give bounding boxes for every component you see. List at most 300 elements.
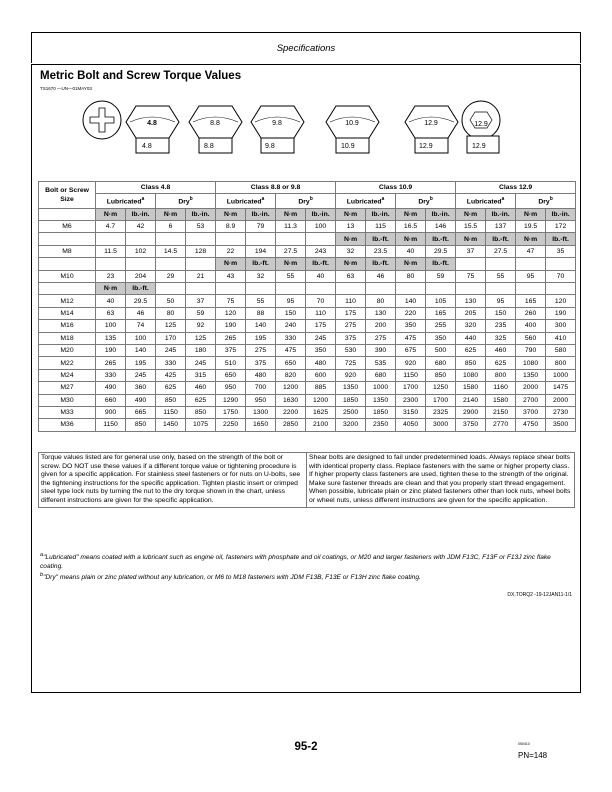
- torque-value: 1700: [396, 382, 426, 394]
- torque-value: 1700: [426, 394, 456, 406]
- general-use-note: Torque values listed are for general use only, based on the strength of the bolt or screw. DO NOT use these values if a different torque value or tightening procedure is given for a specific application. For stainless steel fasteners or for nuts on U-bolts, see the tightening instructions for the specific application. Tighten plastic insert or crimped steel type lock nuts by turning the nut to the dry torque shown in the chart, unless different instructions are given for the specific application.: [39, 453, 307, 508]
- table-row: [39, 332, 576, 344]
- torque-value: 2500: [336, 406, 366, 418]
- torque-value: 1150: [96, 419, 126, 431]
- torque-value: 400: [516, 320, 546, 332]
- torque-value: 660: [96, 394, 126, 406]
- bolt-head-label-3: 9.8: [272, 120, 282, 127]
- phillips-screw-icon: [83, 101, 121, 139]
- bolt-size: M6: [39, 221, 96, 233]
- torque-value: 320: [456, 320, 486, 332]
- unit-empty: [246, 283, 276, 295]
- torque-value: 146: [426, 221, 456, 233]
- torque-value: 95: [516, 270, 546, 282]
- footnote-a: [40, 551, 570, 571]
- class-header: Class 8.8 or 9.8: [216, 182, 336, 194]
- unit-label: lb.-in.: [126, 208, 156, 220]
- section-title: Metric Bolt and Screw Torque Values: [40, 70, 242, 82]
- torque-value: 315: [186, 369, 216, 381]
- unit-label: lb.-ft.: [366, 233, 396, 245]
- torque-value: 255: [426, 320, 456, 332]
- torque-value: 475: [276, 344, 306, 356]
- shear-bolt-note: Shear bolts are designed to fail under predetermined loads. Always replace shear bolts with identical property class. Replace fasteners with the same or higher property class. If higher property class fasteners are used, tighten these to the strength of the original. Make sure fastener threads are clean and that you properly start thread engagement. When possible, lubricate plain or zinc plated fasteners other than lock nuts, wheel bolts or wheel nuts, unless different instructions are given for the specific application.: [307, 453, 575, 508]
- torque-value: 21: [186, 270, 216, 282]
- unit-label: lb.-ft.: [426, 258, 456, 270]
- torque-value: 1850: [366, 406, 396, 418]
- torque-value: 1350: [366, 394, 396, 406]
- torque-value: 2770: [486, 419, 516, 431]
- torque-value: 55: [276, 270, 306, 282]
- torque-value: 47: [516, 245, 546, 257]
- torque-value: 1475: [546, 382, 576, 394]
- torque-value: 74: [126, 320, 156, 332]
- torque-value: 560: [516, 332, 546, 344]
- torque-value: 650: [276, 357, 306, 369]
- unit-empty: [366, 283, 396, 295]
- page-number: 95-2: [294, 741, 318, 753]
- bolt-size: M22: [39, 357, 96, 369]
- torque-value: 135: [96, 332, 126, 344]
- bolt-size: M27: [39, 382, 96, 394]
- unit-empty: [516, 283, 546, 295]
- unit-label: N·m: [216, 208, 246, 220]
- bolt-size: M30: [39, 394, 96, 406]
- torque-value: 15.5: [456, 221, 486, 233]
- unit-empty: [186, 258, 216, 270]
- dry-header: [396, 194, 456, 208]
- torque-value: 2250: [216, 419, 246, 431]
- torque-value: 4050: [396, 419, 426, 431]
- torque-value: 2700: [516, 394, 546, 406]
- torque-value: 920: [396, 357, 426, 369]
- bolt-head-label-4: 10.9: [345, 120, 359, 127]
- class-header: Class 12.9: [456, 182, 576, 194]
- torque-value: 850: [126, 419, 156, 431]
- torque-value: 175: [306, 320, 336, 332]
- torque-value: 425: [156, 369, 186, 381]
- unit-label: N·m: [276, 208, 306, 220]
- torque-value: 130: [366, 307, 396, 319]
- torque-value: 1625: [306, 406, 336, 418]
- unit-empty: [156, 258, 186, 270]
- torque-value: 55: [246, 295, 276, 307]
- torque-value: 2730: [546, 406, 576, 418]
- torque-value: 14.5: [156, 245, 186, 257]
- footer-code: 050410: [518, 742, 530, 746]
- bolt-size: M33: [39, 406, 96, 418]
- lubricated-header: [96, 194, 156, 208]
- unit-label: lb.-ft.: [306, 258, 336, 270]
- torque-value: 1580: [456, 382, 486, 394]
- torque-value: 265: [216, 332, 246, 344]
- torque-value: 125: [186, 332, 216, 344]
- torque-value: 75: [456, 270, 486, 282]
- lubricated-header-sup: a: [141, 196, 145, 203]
- torque-value: 240: [276, 320, 306, 332]
- bolt-head-label-6: 12.9: [474, 121, 488, 128]
- torque-value: 1200: [306, 394, 336, 406]
- torque-value: 330: [96, 369, 126, 381]
- unit-empty: [456, 258, 486, 270]
- torque-value: 170: [156, 332, 186, 344]
- torque-value: 1000: [546, 369, 576, 381]
- torque-value: 137: [486, 221, 516, 233]
- torque-value: 205: [456, 307, 486, 319]
- bolt-size: M16: [39, 320, 96, 332]
- torque-value: 3750: [456, 419, 486, 431]
- torque-value: 37: [456, 245, 486, 257]
- torque-value: 80: [366, 295, 396, 307]
- unit-row-spacer: [39, 208, 96, 220]
- unit-label: lb.-in.: [426, 208, 456, 220]
- torque-value: 790: [516, 344, 546, 356]
- torque-value: 440: [456, 332, 486, 344]
- lubricated-header-text: Lubricated: [466, 198, 502, 206]
- torque-value: 1650: [246, 419, 276, 431]
- bolt-tag-label-1: 4.8: [142, 143, 152, 150]
- unit-empty: [456, 283, 486, 295]
- unit-empty: [216, 233, 246, 245]
- unit-label: lb.-ft.: [486, 233, 516, 245]
- footnotes: [40, 551, 570, 583]
- torque-value: 110: [336, 295, 366, 307]
- torque-value: 460: [186, 382, 216, 394]
- unit-empty: [186, 233, 216, 245]
- torque-value: 110: [306, 307, 336, 319]
- table-row: [39, 369, 576, 381]
- torque-value: 650: [216, 369, 246, 381]
- unit-label: N·m: [96, 283, 126, 295]
- torque-value: 95: [276, 295, 306, 307]
- table-row: [39, 344, 576, 356]
- footnote-b-mark: b: [40, 572, 44, 578]
- torque-value: 59: [426, 270, 456, 282]
- unit-row-spacer: [39, 283, 96, 295]
- table-row: [39, 245, 576, 257]
- torque-value: 27.5: [486, 245, 516, 257]
- torque-value: 1150: [396, 369, 426, 381]
- torque-value: 260: [516, 307, 546, 319]
- torque-value: 43: [216, 270, 246, 282]
- torque-value: 850: [156, 394, 186, 406]
- bolt-tag-label-6: 12.9: [472, 143, 486, 150]
- lubricated-header: [336, 194, 396, 208]
- torque-value: 2000: [546, 394, 576, 406]
- torque-value: 1290: [216, 394, 246, 406]
- hex-bolt-4-8-icon: [126, 106, 179, 153]
- unit-empty: [426, 283, 456, 295]
- torque-value: 29: [156, 270, 186, 282]
- torque-value: 500: [426, 344, 456, 356]
- torque-value: 920: [336, 369, 366, 381]
- torque-value: 140: [126, 344, 156, 356]
- torque-value: 32: [336, 245, 366, 257]
- dry-header: [276, 194, 336, 208]
- torque-value: 13: [336, 221, 366, 233]
- torque-value: 243: [306, 245, 336, 257]
- dry-header-sup: b: [549, 196, 553, 203]
- torque-value: 40: [306, 270, 336, 282]
- torque-value: 850: [186, 406, 216, 418]
- unit-label: lb.-in.: [246, 208, 276, 220]
- unit-label: lb.-ft.: [366, 258, 396, 270]
- table-row: [39, 406, 576, 418]
- unit-label: lb.-in.: [546, 208, 576, 220]
- torque-value: 375: [336, 332, 366, 344]
- torque-value: 53: [186, 221, 216, 233]
- torque-value: 11.3: [276, 221, 306, 233]
- torque-value: 350: [426, 332, 456, 344]
- unit-label: lb.-ft.: [126, 283, 156, 295]
- torque-value: 80: [396, 270, 426, 282]
- torque-value: 490: [126, 394, 156, 406]
- unit-empty: [96, 233, 126, 245]
- dry-header-sup: b: [309, 196, 313, 203]
- unit-empty: [276, 233, 306, 245]
- table-row: [39, 221, 576, 233]
- torque-value: 1850: [336, 394, 366, 406]
- torque-value: 375: [246, 357, 276, 369]
- torque-value: 3000: [426, 419, 456, 431]
- unit-label: N·m: [456, 233, 486, 245]
- torque-value: 350: [306, 344, 336, 356]
- table-row: [39, 419, 576, 431]
- lubricated-header-sup: a: [381, 196, 385, 203]
- bolt-tag-label-5: 12.9: [419, 143, 433, 150]
- torque-value: 665: [126, 406, 156, 418]
- torque-value: 40: [396, 245, 426, 257]
- bolt-tag-label-3: 9.8: [265, 143, 275, 150]
- torque-value: 8.9: [216, 221, 246, 233]
- torque-value: 330: [276, 332, 306, 344]
- torque-value: 625: [186, 394, 216, 406]
- torque-value: 2150: [486, 406, 516, 418]
- torque-value: 37: [186, 295, 216, 307]
- torque-value: 350: [396, 320, 426, 332]
- torque-value: 235: [486, 320, 516, 332]
- torque-value: 59: [186, 307, 216, 319]
- torque-value: 195: [246, 332, 276, 344]
- unit-label: lb.-in.: [366, 208, 396, 220]
- table-row: [39, 307, 576, 319]
- torque-value: 1350: [336, 382, 366, 394]
- unit-empty: [126, 233, 156, 245]
- unit-label: N·m: [396, 208, 426, 220]
- torque-value: 1580: [486, 394, 516, 406]
- torque-value: 140: [396, 295, 426, 307]
- torque-value: 410: [546, 332, 576, 344]
- dry-header-sup: b: [429, 196, 433, 203]
- torque-value: 4.7: [96, 221, 126, 233]
- torque-value: 900: [96, 406, 126, 418]
- torque-value: 885: [306, 382, 336, 394]
- torque-value: 80: [156, 307, 186, 319]
- torque-value: 165: [426, 307, 456, 319]
- torque-value: 4750: [516, 419, 546, 431]
- torque-value: 125: [156, 320, 186, 332]
- lubricated-header-sup: a: [501, 196, 505, 203]
- torque-value: 6: [156, 221, 186, 233]
- unit-empty: [546, 258, 576, 270]
- torque-value: 50: [156, 295, 186, 307]
- torque-value: 46: [366, 270, 396, 282]
- torque-table-wrap: [38, 181, 575, 432]
- torque-value: 2900: [456, 406, 486, 418]
- torque-value: 29.5: [426, 245, 456, 257]
- torque-value: 180: [186, 344, 216, 356]
- torque-value: 1350: [516, 369, 546, 381]
- torque-value: 245: [306, 332, 336, 344]
- unit-label: N·m: [336, 233, 366, 245]
- unit-label: lb.-in.: [186, 208, 216, 220]
- torque-value: 1200: [276, 382, 306, 394]
- unit-empty: [486, 283, 516, 295]
- torque-value: 70: [546, 270, 576, 282]
- unit-label: N·m: [516, 208, 546, 220]
- bolt-size: M10: [39, 270, 96, 282]
- torque-value: 375: [216, 344, 246, 356]
- torque-value: 120: [546, 295, 576, 307]
- dry-header: [156, 194, 216, 208]
- torque-value: 75: [216, 295, 246, 307]
- torque-value: 150: [276, 307, 306, 319]
- table-row: [39, 357, 576, 369]
- torque-value: 190: [546, 307, 576, 319]
- torque-value: 275: [246, 344, 276, 356]
- torque-value: 480: [246, 369, 276, 381]
- lubricated-header-text: Lubricated: [346, 198, 382, 206]
- table-row: [39, 382, 576, 394]
- torque-value: 63: [96, 307, 126, 319]
- bolt-size: M12: [39, 295, 96, 307]
- torque-value: 92: [186, 320, 216, 332]
- torque-value: 600: [306, 369, 336, 381]
- torque-value: 275: [366, 332, 396, 344]
- unit-label: lb.-ft.: [426, 233, 456, 245]
- torque-value: 2140: [456, 394, 486, 406]
- class-header: Class 10.9: [336, 182, 456, 194]
- bolt-tag-label-4: 10.9: [341, 143, 355, 150]
- bolt-size: M14: [39, 307, 96, 319]
- torque-value: 22: [216, 245, 246, 257]
- torque-value: 3500: [546, 419, 576, 431]
- torque-value: 23: [96, 270, 126, 282]
- torque-value: 850: [456, 357, 486, 369]
- lubricated-header-sup: a: [261, 196, 265, 203]
- dry-header: [516, 194, 576, 208]
- footnote-b: [40, 571, 570, 583]
- dry-header-sup: b: [189, 196, 193, 203]
- table-row: [39, 295, 576, 307]
- bolt-head-label-2: 8.8: [210, 120, 220, 127]
- unit-label: N·m: [96, 208, 126, 220]
- torque-value: 535: [366, 357, 396, 369]
- unit-label: lb.-in.: [486, 208, 516, 220]
- torque-value: 325: [486, 332, 516, 344]
- unit-empty: [186, 283, 216, 295]
- unit-empty: [96, 258, 126, 270]
- torque-value: 2350: [366, 419, 396, 431]
- torque-value: 35: [546, 245, 576, 257]
- torque-value: 460: [486, 344, 516, 356]
- size-column-header: [39, 182, 96, 209]
- torque-value: 172: [546, 221, 576, 233]
- unit-empty: [486, 258, 516, 270]
- bolt-head-label-5: 12.9: [424, 120, 438, 127]
- lubricated-header-text: Lubricated: [106, 198, 142, 206]
- notes-table: [38, 452, 575, 508]
- unit-label: N·m: [336, 258, 366, 270]
- torque-value: 42: [126, 221, 156, 233]
- torque-value: 1075: [186, 419, 216, 431]
- lubricated-header-text: Lubricated: [226, 198, 262, 206]
- torque-value: 1000: [366, 382, 396, 394]
- torque-value: 390: [366, 344, 396, 356]
- torque-value: 820: [276, 369, 306, 381]
- torque-value: 70: [306, 295, 336, 307]
- torque-value: 32: [246, 270, 276, 282]
- torque-value: 88: [246, 307, 276, 319]
- torque-value: 175: [336, 307, 366, 319]
- torque-value: 1250: [426, 382, 456, 394]
- unit-empty: [156, 233, 186, 245]
- torque-value: 95: [486, 295, 516, 307]
- figure-code: TS1670 —UN—01MAY03: [40, 86, 92, 91]
- unit-label: N·m: [276, 258, 306, 270]
- torque-value: 3200: [336, 419, 366, 431]
- torque-value: 11.5: [96, 245, 126, 257]
- torque-value: 360: [126, 382, 156, 394]
- torque-value: 23.5: [366, 245, 396, 257]
- torque-value: 1160: [486, 382, 516, 394]
- torque-value: 55: [486, 270, 516, 282]
- unit-label: N·m: [456, 208, 486, 220]
- unit-row-spacer: [39, 233, 96, 245]
- torque-value: 40: [96, 295, 126, 307]
- torque-value: 100: [306, 221, 336, 233]
- unit-label: N·m: [516, 233, 546, 245]
- reference-code: DX,TORQ2 -19-12JAN11-1/1: [507, 592, 572, 598]
- torque-value: 27.5: [276, 245, 306, 257]
- torque-value: 220: [396, 307, 426, 319]
- lubricated-header: [216, 194, 276, 208]
- unit-empty: [126, 258, 156, 270]
- torque-value: 950: [216, 382, 246, 394]
- torque-value: 850: [426, 369, 456, 381]
- bolt-grade-illustration: [78, 98, 528, 170]
- torque-value: 680: [366, 369, 396, 381]
- bolt-tag-label-2: 8.8: [204, 143, 214, 150]
- torque-value: 3150: [396, 406, 426, 418]
- torque-value: 625: [456, 344, 486, 356]
- torque-value: 1750: [216, 406, 246, 418]
- torque-value: 625: [486, 357, 516, 369]
- torque-value: 2000: [516, 382, 546, 394]
- unit-label: lb.-ft.: [546, 233, 576, 245]
- torque-value: 1080: [516, 357, 546, 369]
- torque-value: 2325: [426, 406, 456, 418]
- torque-value: 680: [426, 357, 456, 369]
- torque-value: 190: [96, 344, 126, 356]
- bolt-size: M36: [39, 419, 96, 431]
- bolt-size: M24: [39, 369, 96, 381]
- torque-table: [38, 181, 576, 432]
- unit-empty: [516, 258, 546, 270]
- footnote-a-text: "Lubricated" means coated with a lubricant such as engine oil, fasteners with phosphate and oil coatings, or M20 and larger fasteners with JDM F13C, F13F or F13J zinc flake coating.: [40, 554, 551, 570]
- torque-value: 194: [246, 245, 276, 257]
- header-top-rule: [31, 32, 581, 33]
- hex-bolt-8-8-icon: [189, 106, 242, 153]
